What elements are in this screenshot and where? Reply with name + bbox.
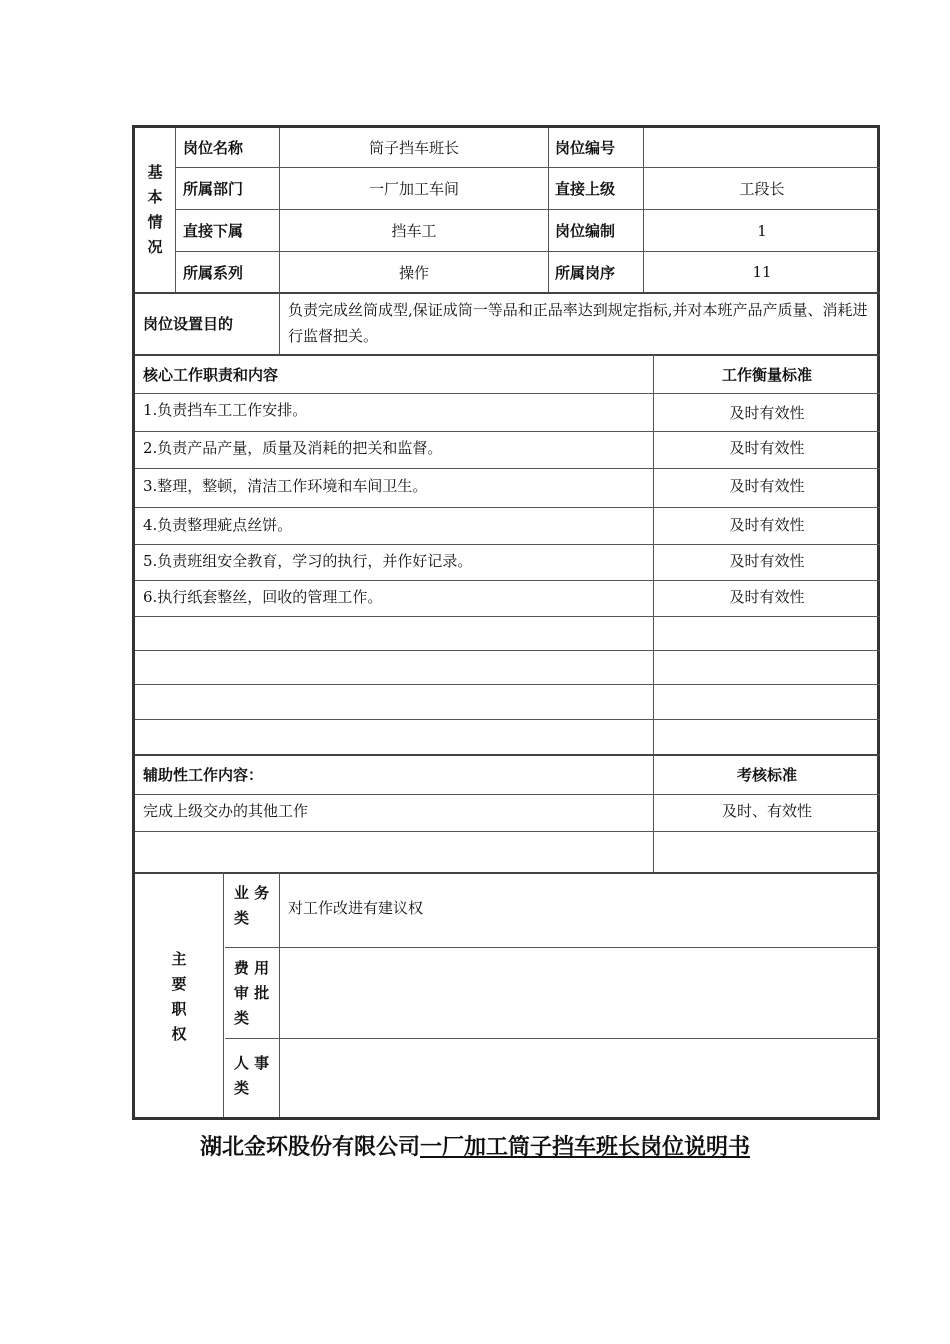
authority-section-label: 主 要 职 权	[171, 950, 187, 1043]
purpose-label: 岗位设置目的	[143, 315, 234, 333]
document-title	[0, 1130, 950, 1161]
core-duties-header: 核心工作职责和内容	[143, 365, 279, 384]
position-name-label: 岗位名称	[183, 139, 244, 157]
core-standard-6: 及时有效性	[729, 587, 805, 606]
basic-info-section-label: 基 本 情 况	[147, 163, 163, 256]
department-value: 一厂加工车间	[368, 180, 459, 198]
supervisor-value: 工段长	[739, 180, 785, 198]
authority-business-label: 业 务 类	[233, 884, 270, 927]
auxiliary-standard-1: 及时、有效性	[721, 801, 812, 820]
auxiliary-header: 辅助性工作内容：	[143, 766, 264, 784]
core-duty-3: 3.整理，整顿，清洁工作环境和车间卫生。	[143, 476, 428, 495]
job-description-table	[132, 125, 880, 1120]
authority-personnel-label: 人 事 类	[233, 1054, 270, 1097]
subordinate-value: 挡车工	[391, 222, 437, 240]
auxiliary-item-1: 完成上级交办的其他工作	[143, 801, 309, 820]
auxiliary-standard-header: 考核标准	[736, 766, 797, 784]
core-duty-6: 6.执行纸套整丝，回收的管理工作。	[143, 587, 383, 606]
core-standard-4: 及时有效性	[729, 515, 805, 534]
headcount-value: 1	[757, 221, 767, 240]
title-position: 一厂加工筒子挡车班长岗位说明书	[420, 1135, 751, 1160]
rank-label: 所属岗序	[555, 263, 616, 282]
position-code-label: 岗位编号	[555, 139, 616, 157]
authority-expense-text	[288, 948, 880, 1038]
subordinate-label: 直接下属	[183, 222, 244, 240]
title-company: 湖北金环股份有限公司	[199, 1135, 420, 1160]
series-value: 操作	[398, 263, 429, 282]
core-standard-1: 及时有效性	[729, 404, 805, 422]
series-label: 所属系列	[183, 263, 244, 282]
supervisor-label: 直接上级	[555, 180, 616, 198]
position-code-value	[644, 128, 880, 167]
position-name-value: 筒子挡车班长	[368, 139, 459, 157]
core-duty-5: 5.负责班组安全教育，学习的执行，并作好记录。	[143, 551, 473, 570]
purpose-text: 负责完成丝筒成型,保证成筒一等品和正品率达到规定指标,并对本班产品产质量、消耗进行监督把关。	[288, 301, 868, 345]
core-duty-2: 2.负责产品产量，质量及消耗的把关和监督。	[143, 438, 443, 457]
core-standard-5: 及时有效性	[729, 551, 805, 570]
authority-personnel-text	[288, 1039, 880, 1117]
headcount-label: 岗位编制	[555, 222, 616, 240]
core-duty-1: 1.负责挡车工工作安排。	[143, 400, 308, 419]
department-label: 所属部门	[183, 180, 244, 198]
core-standard-header: 工作衡量标准	[721, 365, 812, 384]
core-standard-3: 及时有效性	[729, 476, 805, 495]
authority-business-text: 对工作改进有建议权	[288, 899, 424, 917]
rank-value: 11	[752, 263, 772, 281]
core-standard-2: 及时有效性	[729, 438, 805, 457]
authority-expense-label: 费 用 审 批 类	[233, 958, 270, 1027]
core-duty-4: 4.负责整理疵点丝饼。	[143, 515, 293, 534]
